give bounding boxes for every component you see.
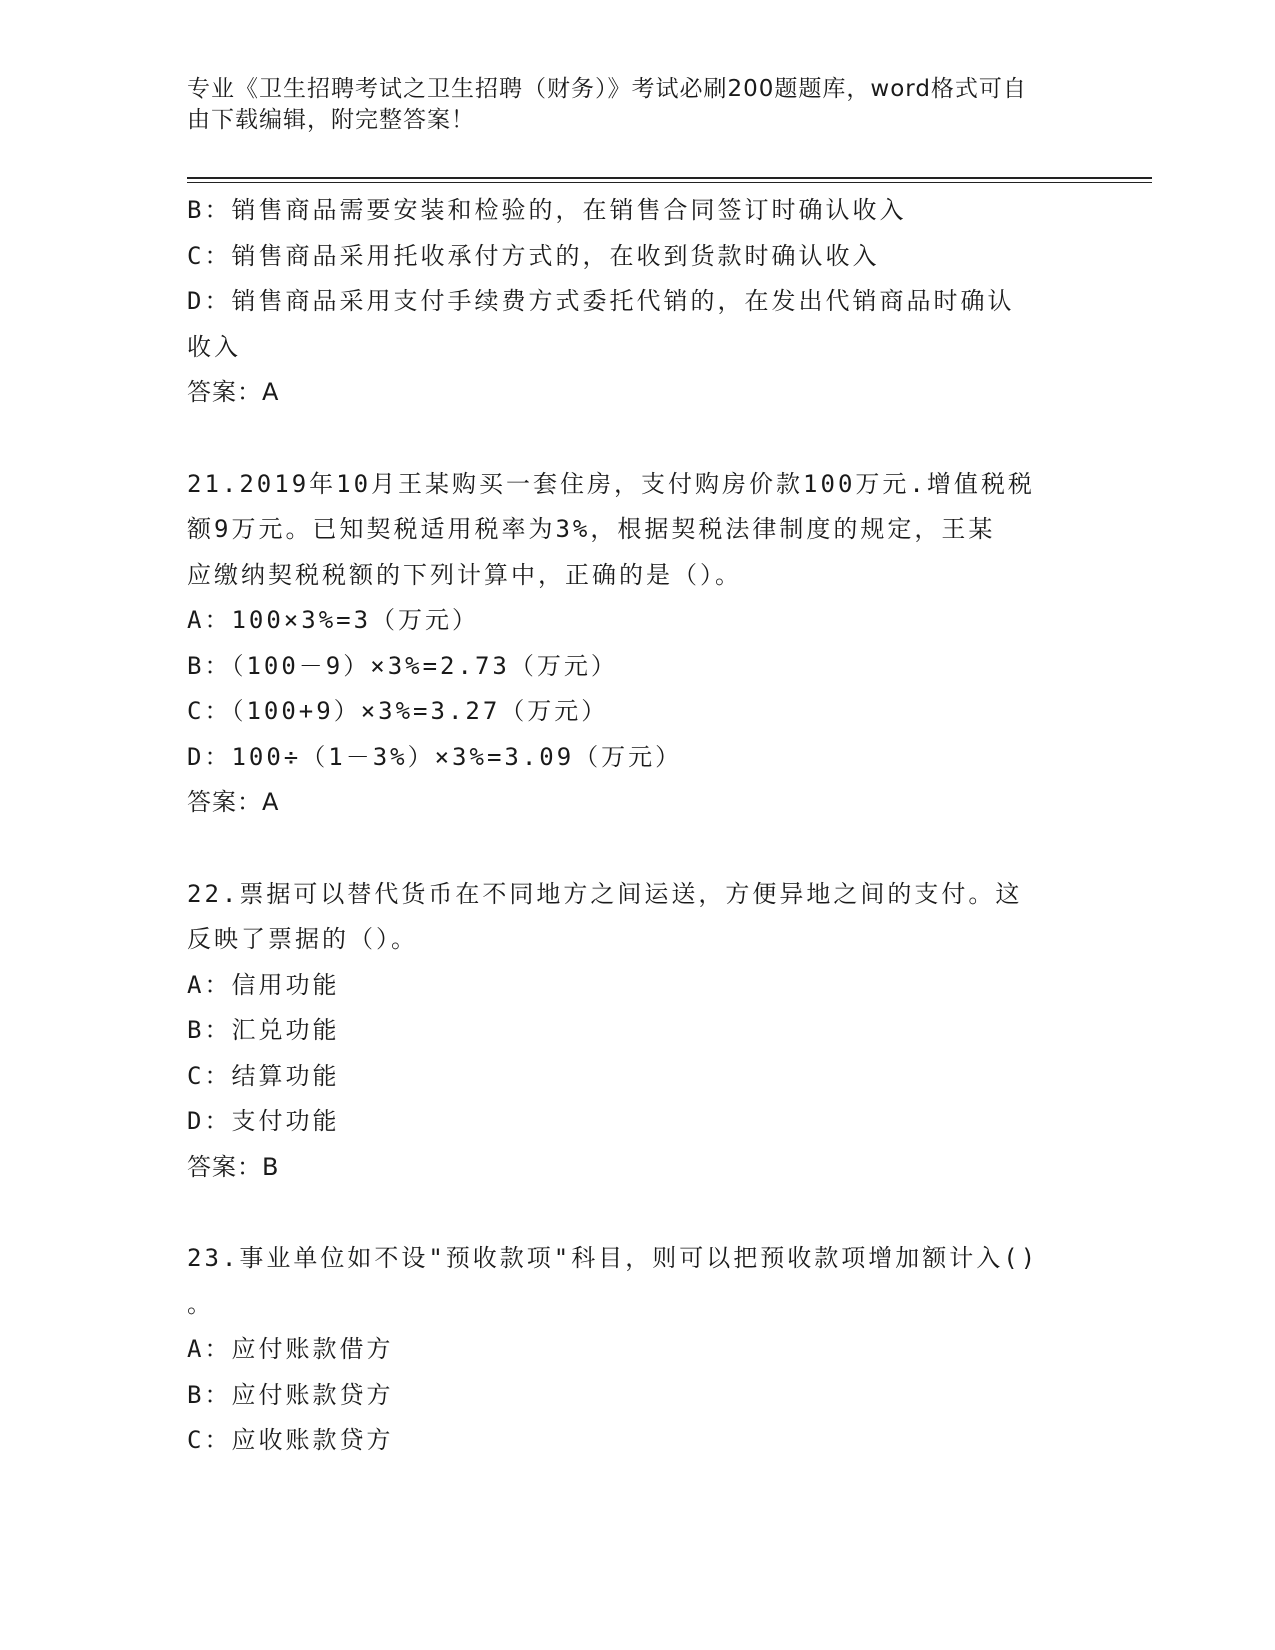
option-c: C：结算功能 — [187, 1061, 340, 1090]
option-a: A：100×3%=3（万元） — [187, 606, 480, 634]
option-d-continued: 收入 — [187, 332, 241, 361]
header-line-2: 由下载编辑，附完整答案！ — [187, 107, 475, 133]
option-b: B：汇兑功能 — [187, 1016, 340, 1044]
option-b: B：（100－9）×3%=2.73（万元） — [187, 651, 618, 680]
document-header — [187, 74, 1067, 136]
answer: 答案：B — [187, 1152, 280, 1181]
answer: 答案：A — [187, 378, 280, 406]
option-d: D：支付功能 — [187, 1107, 340, 1135]
document-body — [187, 188, 1087, 1464]
option-a: A：信用功能 — [187, 970, 340, 999]
option-c: C：销售商品采用托收承付方式的，在收到货款时确认收入 — [187, 241, 880, 270]
question-stem-line: 23.事业单位如不设"预收款项"科目，则可以把预收款项增加额计入() — [187, 1244, 1039, 1272]
spacer — [187, 416, 1087, 462]
question-stem-line: 22.票据可以替代货币在不同地方之间运送，方便异地之间的支付。这 — [187, 879, 1023, 908]
spacer — [187, 1190, 1087, 1236]
header-line-1: 专业《卫生招聘考试之卫生招聘（财务）》考试必刷200题题库，word格式可自 — [187, 76, 1027, 102]
question-22 — [187, 872, 1087, 1191]
question-21 — [187, 462, 1087, 826]
option-d: D：100÷（1－3%）×3%=3.09（万元） — [187, 742, 683, 771]
option-c: C：（100+9）×3%=3.27（万元） — [187, 697, 609, 725]
question-stem-line: 应缴纳契税税额的下列计算中，正确的是（）。 — [187, 560, 742, 589]
question-stem-line: 。 — [187, 1289, 214, 1318]
question-20-continued — [187, 188, 1087, 416]
option-c: C：应收账款贷方 — [187, 1426, 394, 1454]
question-stem-line: 反映了票据的（）。 — [187, 925, 418, 953]
spacer — [187, 826, 1087, 872]
answer: 答案：A — [187, 788, 280, 816]
header-divider-thick — [187, 177, 1152, 179]
option-b: B：应付账款贷方 — [187, 1380, 394, 1409]
option-d: D：销售商品采用支付手续费方式委托代销的，在发出代销商品时确认 — [187, 287, 1015, 315]
question-stem-line: 额9万元。已知契税适用税率为3%，根据契税法律制度的规定，王某 — [187, 515, 996, 543]
header-divider-thin — [187, 182, 1152, 183]
option-a: A：应付账款借方 — [187, 1335, 394, 1363]
question-stem-line: 21.2019年10月王某购买一套住房，支付购房价款100万元.增值税税 — [187, 469, 1035, 498]
question-23 — [187, 1236, 1087, 1464]
option-b: B：销售商品需要安装和检验的，在销售合同签订时确认收入 — [187, 196, 907, 224]
